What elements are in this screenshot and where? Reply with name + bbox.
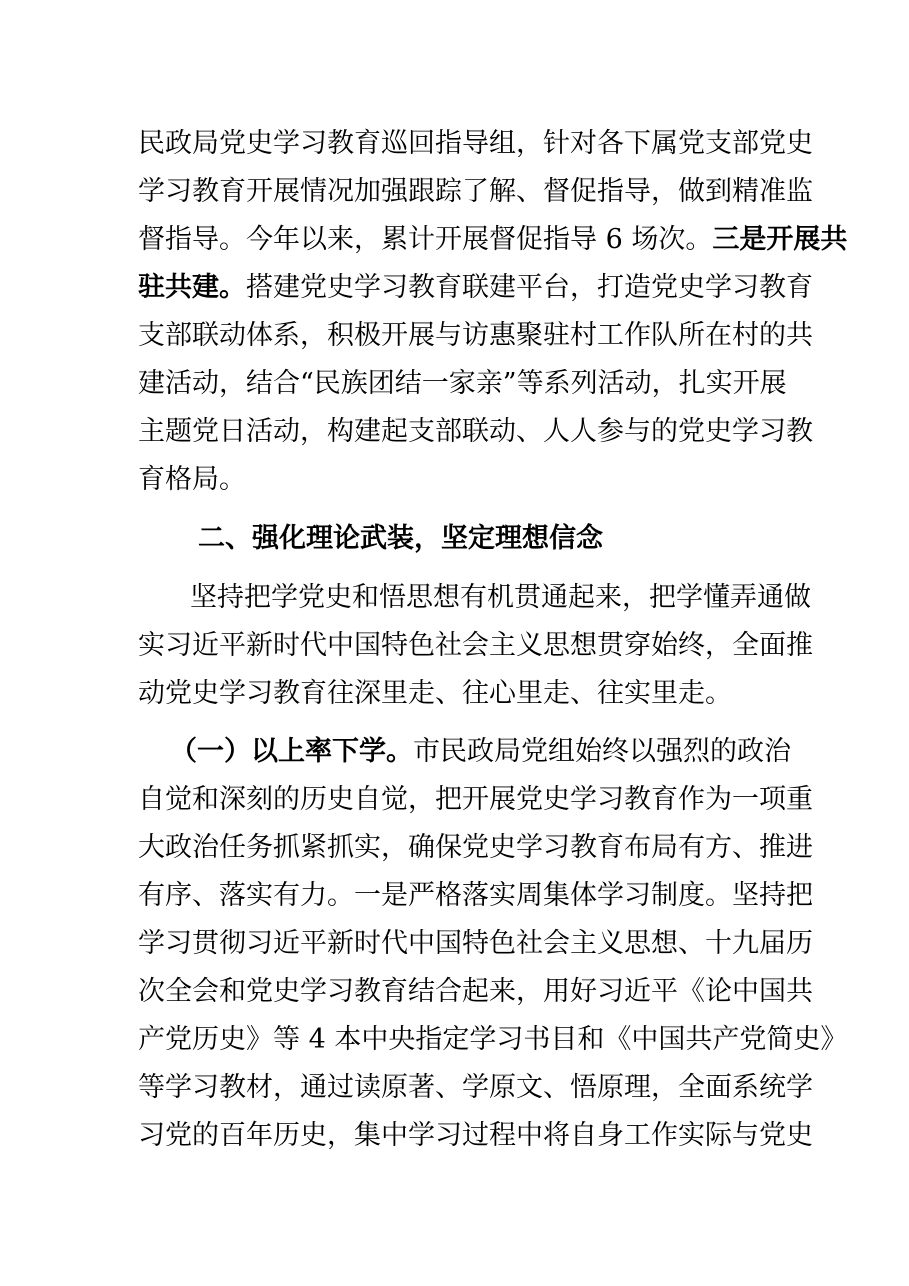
paragraph-1-line-5: 支部联动体系，积极开展与访惠聚驻村工作队所在村的共 [138,320,813,351]
paragraph-3-line-2: 自觉和深刻的历史自觉，把开展党史学习教育作为一项重 [138,784,813,815]
paragraph-1-line-6: 建活动，结合“民族团结一家亲”等系列活动，扎实开展 [138,368,787,399]
subheading-one: （一）以上率下学。 [170,736,413,767]
paragraph-1-line-2: 学习教育开展情况加强跟踪了解、督促指导，做到精准监 [138,176,813,207]
paragraph-1-line-3 [138,216,848,264]
paragraph-2-line-1: 坚持把学党史和悟思想有机贯通起来，把学懂弄通做 [190,582,811,613]
paragraph-3-line-7: 产党历史》等 4 本中央指定学习书目和《中国共产党简史》 [138,1024,848,1055]
paragraph-2-line-2: 实习近平新时代中国特色社会主义思想贯穿始终，全面推 [138,630,813,661]
paragraph-1-line-4 [138,264,813,312]
paragraph-3-line-4: 有序、落实有力。一是严格落实周集体学习制度。坚持把 [138,880,813,911]
paragraph-2-line-3: 动党史学习教育往深里走、往心里走、往实里走。 [138,678,732,709]
paragraph-1-line-3-text: 督指导。今年以来，累计开展督促指导 6 场次。 [138,224,713,255]
paragraph-1-line-7: 主题党日活动，构建起支部联动、人人参与的党史学习教 [138,416,813,447]
section-heading: 二、强化理论武装，坚定理想信念 [198,523,603,554]
paragraph-3-line-1 [170,728,791,776]
paragraph-3-line-5: 学习贯彻习近平新时代中国特色社会主义思想、十九届历 [138,928,813,959]
paragraph-3-line-8: 等学习教材，通过读原著、学原文、悟原理，全面系统学 [138,1072,813,1103]
paragraph-3-line-9: 习党的百年历史，集中学习过程中将自身工作实际与党史 [138,1120,813,1151]
paragraph-1-line-8: 育格局。 [138,464,246,495]
paragraph-1-line-1: 民政局党史学习教育巡回指导组，针对各下属党支部党史 [138,128,813,159]
paragraph-3-line-6: 次全会和党史学习教育结合起来，用好习近平《论中国共 [138,976,813,1007]
bold-lead-three: 三是开展共 [712,224,848,255]
paragraph-3-line-1-text: 市民政局党组始终以强烈的政治 [413,736,791,767]
paragraph-3-line-3: 大政治任务抓紧抓实，确保党史学习教育布局有方、推进 [138,832,813,863]
bold-lead-three-cont: 驻共建。 [138,272,246,303]
paragraph-1-line-4-text: 搭建党史学习教育联建平台，打造党史学习教育 [246,272,813,303]
